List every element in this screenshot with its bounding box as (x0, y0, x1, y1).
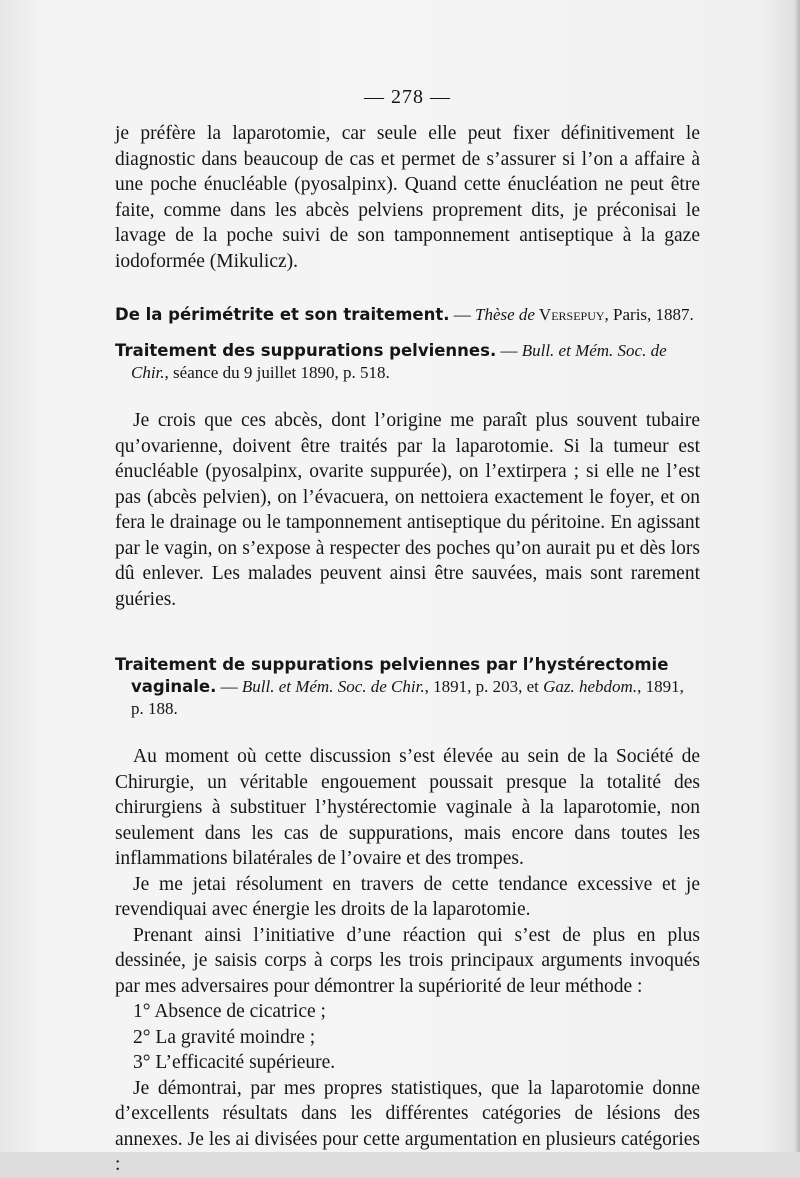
reference-journal-short: Chir. (131, 363, 165, 382)
reference-details-2: , 1891, (637, 677, 684, 696)
reference-suppurations (115, 340, 700, 384)
reference-page: p. 188. (131, 699, 178, 718)
paragraph-abces: Je crois que ces abcès, dont l’origine me paraît plus souvent tubaire qu’ovarienne, doivent être traités par la laparotomie. Si la tumeur est énucléable (pyosalpinx, ovarite suppurée), on l’extirpera ; si elle ne l’est pas (abcès pelvien), on l’évacuera, on nettoiera exactement le foyer, et on fera le drainage ou le tamponnement antiseptique du péritoine. En agissant par le vagin, on s’expose à respecter des poches qu’on aurait pu et dès lors dû enlever. Les malades peuvent ainsi être sauvées, mais sont rarement guéries. (115, 410, 700, 610)
reference-place: Paris, 1887. (608, 305, 694, 324)
paragraph-arguments: Prenant ainsi l’initiative d’une réaction qui s’est de plus en plus dessinée, je saisis corps à corps les trois principaux arguments invoqués par mes adversaires pour démontrer la supériorité de leur méthode : (115, 924, 700, 997)
page-edge-shadow (794, 0, 800, 1152)
list-item: 1° Absence de cicatrice ; (133, 1001, 326, 1022)
paragraph-discussion: Au moment où cette discussion s’est élevée au sein de la Société de Chirurgie, un véritable engouement poussait presque la totalité des chirurgiens à substituer l’hystérectomie vaginale à la laparotomie, non seulement dans les cas de suppurations, mais encore dans toutes les inflammations bilatérales de l’ovaire et des trompes. (115, 746, 700, 869)
reference-these: Thèse de (475, 305, 535, 324)
reference-journal-2: Gaz. hebdom. (543, 677, 638, 696)
reference-title-line2: vaginale. (131, 677, 217, 696)
reference-details: , séance du 9 juillet 1890, p. 518. (164, 363, 390, 382)
reference-dash: — (496, 341, 522, 360)
list-item: 3° L’efficacité supérieure. (133, 1052, 336, 1073)
reference-author: Versepuy, (534, 305, 609, 324)
reference-dash: — (216, 677, 242, 696)
intro-paragraph: je préfère la laparotomie, car seule elle peut fixer définitivement le diagnostic dans beaucoup de cas et permet de s’assurer si l’on a affaire à une poche énucléable (pyosalpinx). Quand cette énucléation ne peut être faite, comme dans les abcès pelviens proprement dits, je préconisai le lavage de la poche suivi de son tamponnement antiseptique à la gaze iodoformée (Mikulicz). (115, 123, 700, 272)
reference-details: , 1891, p. 203, et (424, 677, 544, 696)
reference-hysterectomie (115, 654, 700, 720)
page-number: — 278 — (364, 86, 451, 108)
paragraph-revendication: Je me jetai résolument en travers de cette tendance excessive et je revendiquai avec énergie les droits de la laparotomie. (115, 873, 700, 920)
reference-title: Traitement des suppurations pelviennes. (115, 341, 497, 360)
page-content (115, 86, 700, 1178)
reference-title: De la périmétrite et son traitement. (115, 305, 450, 324)
reference-perimetrite (115, 304, 700, 326)
list-item: 2° La gravité moindre ; (133, 1026, 316, 1048)
reference-title-line1: Traitement de suppurations pelviennes par l’hystérectomie (115, 655, 669, 674)
reference-journal: Bull. et Mém. Soc. de (521, 341, 667, 360)
reference-journal: Bull. et Mém. Soc. de Chir. (241, 677, 425, 696)
paragraph-statistiques: Je démontrai, par mes propres statistiques, que la laparotomie donne d’excellents résultats dans les différentes catégories de lésions des annexes. Je les ai divisées pour cette argumentation en plusieurs catégories : (115, 1077, 700, 1175)
reference-dash: — (449, 305, 475, 324)
